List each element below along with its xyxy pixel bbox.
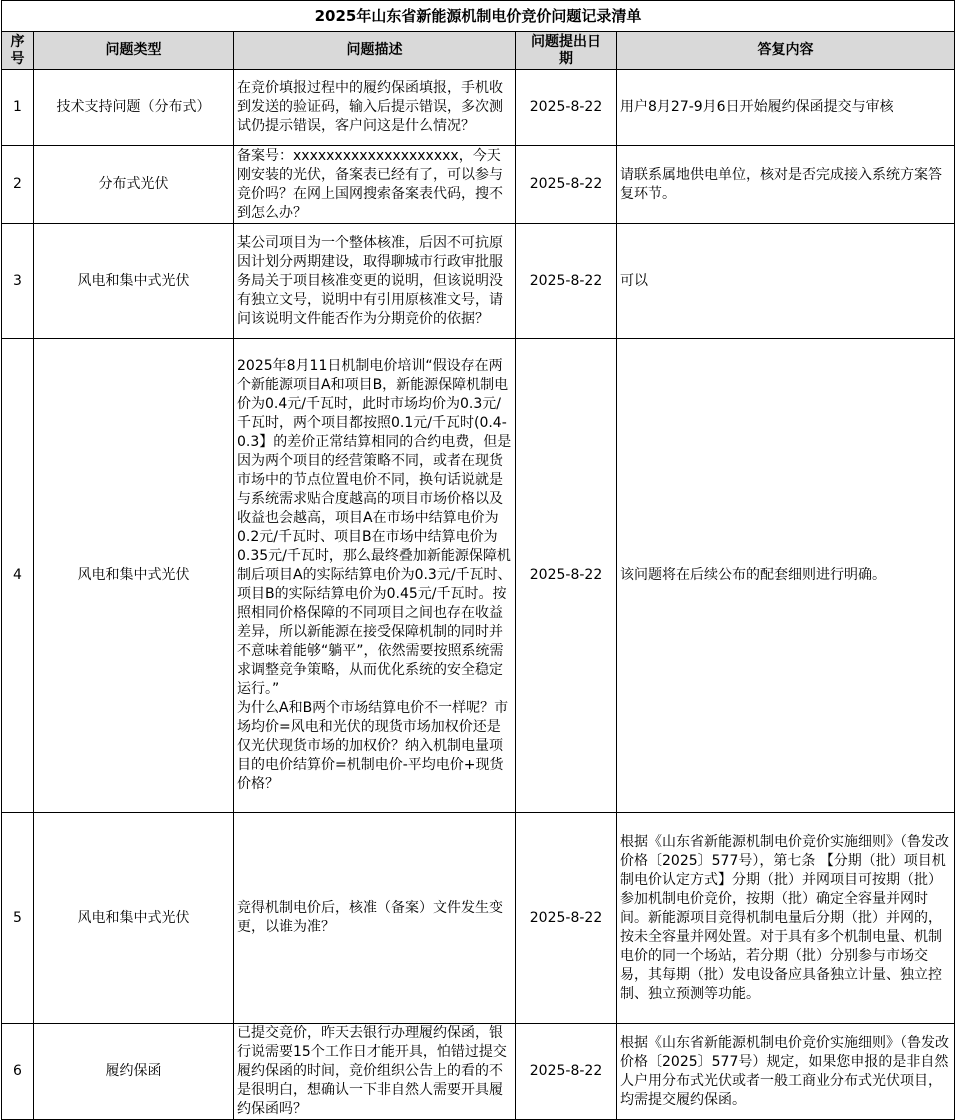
row-date: 2025-8-22 [516, 813, 617, 1024]
row-date: 2025-8-22 [516, 339, 617, 813]
row-type: 风电和集中式光伏 [34, 224, 234, 339]
row-seq: 6 [2, 1024, 34, 1120]
row-answer: 根据《山东省新能源机制电价竞价实施细则》（鲁发改价格〔2025〕577号），第七条 【分期（批）项目机制电价认定方式】分期（批）并网项目可按期（批）参加机制电价竞价，按期（批）确定全容量并网时间。新能源项目竞得机制电量后分期（批）并网的，按未全容量并网处置。对于具有多个机制电量、机制电价的同一个场站，若分期（批）分别参与市场交易，其每期（批）发电设备应具备独立计量、独立控制、独立预测等功能。 [617, 813, 955, 1024]
row-date: 2025-8-22 [516, 146, 617, 224]
row-desc: 已提交竞价，昨天去银行办理履约保函，银行说需要15个工作日才能开具，怕错过提交履约保函的时间，竞价组织公告上的看的不是很明白，想确认一下非自然人需要开具履约保函吗？ [234, 1024, 516, 1120]
row-answer: 该问题将在后续公布的配套细则进行明确。 [617, 339, 955, 813]
row-seq: 4 [2, 339, 34, 813]
row-desc: 竞得机制电价后，核准（备案）文件发生变更，以谁为准？ [234, 813, 516, 1024]
row-type: 分布式光伏 [34, 146, 234, 224]
row-desc: 在竞价填报过程中的履约保函填报，手机收到发送的验证码，输入后提示错误，多次测试仍提示错误，客户问这是什么情况？ [234, 70, 516, 146]
table-row [2, 224, 955, 339]
table-title: 2025年山东省新能源机制电价竞价问题记录清单 [2, 1, 955, 32]
row-answer: 可以 [617, 224, 955, 339]
header-seq: 序 号 [2, 32, 34, 70]
header-desc: 问题描述 [234, 32, 516, 70]
header-answer: 答复内容 [617, 32, 955, 70]
row-type: 履约保函 [34, 1024, 234, 1120]
table-row [2, 1024, 955, 1120]
row-date: 2025-8-22 [516, 224, 617, 339]
row-answer: 用户8月27-9月6日开始履约保函提交与审核 [617, 70, 955, 146]
row-answer: 请联系属地供电单位，核对是否完成接入系统方案答复环节。 [617, 146, 955, 224]
row-desc: 2025年8月11日机制电价培训“假设存在两个新能源项目A和项目B，新能源保障机制电价为0.4元/千瓦时，此时市场均价为0.3元/千瓦时，两个项目都按照0.1元/千瓦时(0.4-0.3】的差价正常结算相同的合约电费，但是因为两个项目的经营策略不同，或者在现货市场中的节点位置电价不同，换句话说就是与系统需求贴合度越高的项目市场价格以及收益也会越高，项目A在市场中结算电价为0.2元/千瓦时、项目B在市场中结算电价为0.35元/千瓦时，那么最终叠加新能源保障机制后项目A的实际结算电价为0.3元/千瓦时、项目B的实际结算电价为0.45元/千瓦时。按照相同价格保障的不同项目之间也存在收益差异，所以新能源在接受保障机制的同时并不意味着能够“躺平”，依然需要按照系统需求调整竞争策略，从而优化系统的安全稳定运行。” 为什么A和B两个市场结算电价不一样呢？市场均价=风电和光伏的现货市场加权价还是仅光伏现货市场的加权价？纳入机制电量项目的电价结算价=机制电价-平均电价+现货价格？ [234, 339, 516, 813]
records-table [1, 0, 955, 1120]
row-seq: 5 [2, 813, 34, 1024]
row-desc: 某公司项目为一个整体核准，后因不可抗原因计划分两期建设，取得聊城市行政审批服务局关于项目核准变更的说明，但该说明没有独立文号，说明中有引用原核准文号，请问该说明文件能否作为分期竞价的依据？ [234, 224, 516, 339]
row-seq: 1 [2, 70, 34, 146]
table-row [2, 70, 955, 146]
table-row [2, 339, 955, 813]
table-row [2, 146, 955, 224]
header-type: 问题类型 [34, 32, 234, 70]
row-date: 2025-8-22 [516, 1024, 617, 1120]
row-seq: 2 [2, 146, 34, 224]
row-seq: 3 [2, 224, 34, 339]
row-date: 2025-8-22 [516, 70, 617, 146]
row-answer: 根据《山东省新能源机制电价竞价实施细则》（鲁发改价格〔2025〕577号）规定，如果您申报的是非自然人户用分布式光伏或者一般工商业分布式光伏项目，均需提交履约保函。 [617, 1024, 955, 1120]
row-desc: 备案号：xxxxxxxxxxxxxxxxxxxx，今天刚安装的光伏，备案表已经有了，可以参与竞价吗？在网上国网搜索备案表代码，搜不到怎么办？ [234, 146, 516, 224]
row-type: 风电和集中式光伏 [34, 813, 234, 1024]
header-date: 问题提出日 期 [516, 32, 617, 70]
table-row [2, 813, 955, 1024]
row-type: 风电和集中式光伏 [34, 339, 234, 813]
row-type: 技术支持问题（分布式） [34, 70, 234, 146]
